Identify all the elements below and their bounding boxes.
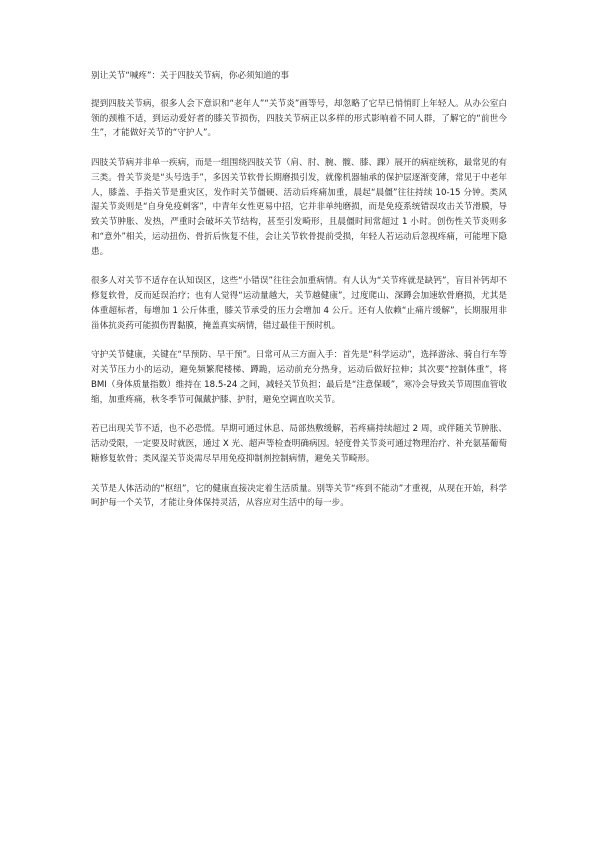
document-title: 别让关节“喊疼”：关于四肢关节病，你必须知道的事 [91,71,289,81]
document-body [91,69,507,526]
paragraph-conclusion: 关节是人体活动的“枢纽”，它的健康直接决定着生活质量。别等关节“疼到不能动”才重视，从现在开始，科学呵护每一个关节，才能让身体保持灵活，从容应对生活中的每一步。 [91,483,507,509]
paragraph-types: 四肢关节病并非单一疾病，而是一组围绕四肢关节（肩、肘、腕、髋、膝、踝）展开的病症统称，最常见的有三类。骨关节炎是“头号选手”，多因关节软骨长期磨损引发，就像机器轴承的保护层逐渐变薄，常见于中老年人，膝盖、手指关节是重灾区，发作时关节僵硬、活动后疼痛加重，晨起“晨僵”往往持续 10-15 分钟。类风湿关节炎则是“自身免疫刺客”，中青年女性更易中招，它并非单纯磨损，而是免疫系统错误攻击关节滑膜，导致关节肿胀、发热，严重时会破坏关节结构，甚至引发畸形，且晨僵时间常超过 1 小时。创伤性关节炎则多和“意外”相关，运动扭伤、骨折后恢复不佳，会让关节软骨提前受损，年轻人若运动后忽视疼痛，可能埋下隐患。 [91,157,507,257]
paragraph-treatment: 若已出现关节不适，也不必恐慌。早期可通过休息、局部热敷缓解，若疼痛持续超过 2 周，或伴随关节肿胀、活动受限，一定要及时就医，通过 X 光、超声等检查明确病因。轻度骨关节炎可通过物理治疗、补充氨基葡萄糖修复软骨；类风湿关节炎需尽早用免疫抑制剂控制病情，避免关节畸形。 [91,424,507,464]
paragraph-intro: 提到四肢关节病，很多人会下意识和“老年人”“关节炎”画等号，却忽略了它早已悄悄盯上年轻人。从办公室白领的颈椎不适，到运动爱好者的膝关节损伤，四肢关节病正以多样的形式影响着不同人群，了解它的“前世今生”，才能做好关节的“守护人”。 [91,98,507,139]
paragraph-prevention: 守护关节健康，关键在“早预防、早干预”。日常可从三方面入手：首先是“科学运动”，选择游泳、骑自行车等对关节压力小的运动，避免频繁爬楼梯、蹲跪，运动前充分热身，运动后做好拉伸；其次要“控制体重”，将 BMI（身体质量指数）维持在 18.5-24 之间，减轻关节负担；最后是“注意保暖”，寒冷会导致关节周围血管收缩，加重疼痛，秋冬季节可佩戴护膝、护肘，避免空调直吹关节。 [91,350,507,405]
paragraph-misconceptions: 很多人对关节不适存在认知误区，这些“小错误”往往会加重病情。有人认为“关节疼就是缺钙”，盲目补钙却不修复软骨，反而延误治疗；也有人觉得“运动量越大，关节越健康”，过度爬山、深蹲会加速软骨磨损，尤其是体重超标者，每增加 1 公斤体重，膝关节承受的压力会增加 4 公斤。还有人依赖“止痛片缓解”，长期服用非甾体抗炎药可能损伤胃黏膜，掩盖真实病情，错过最佳干预时机。 [91,276,507,331]
